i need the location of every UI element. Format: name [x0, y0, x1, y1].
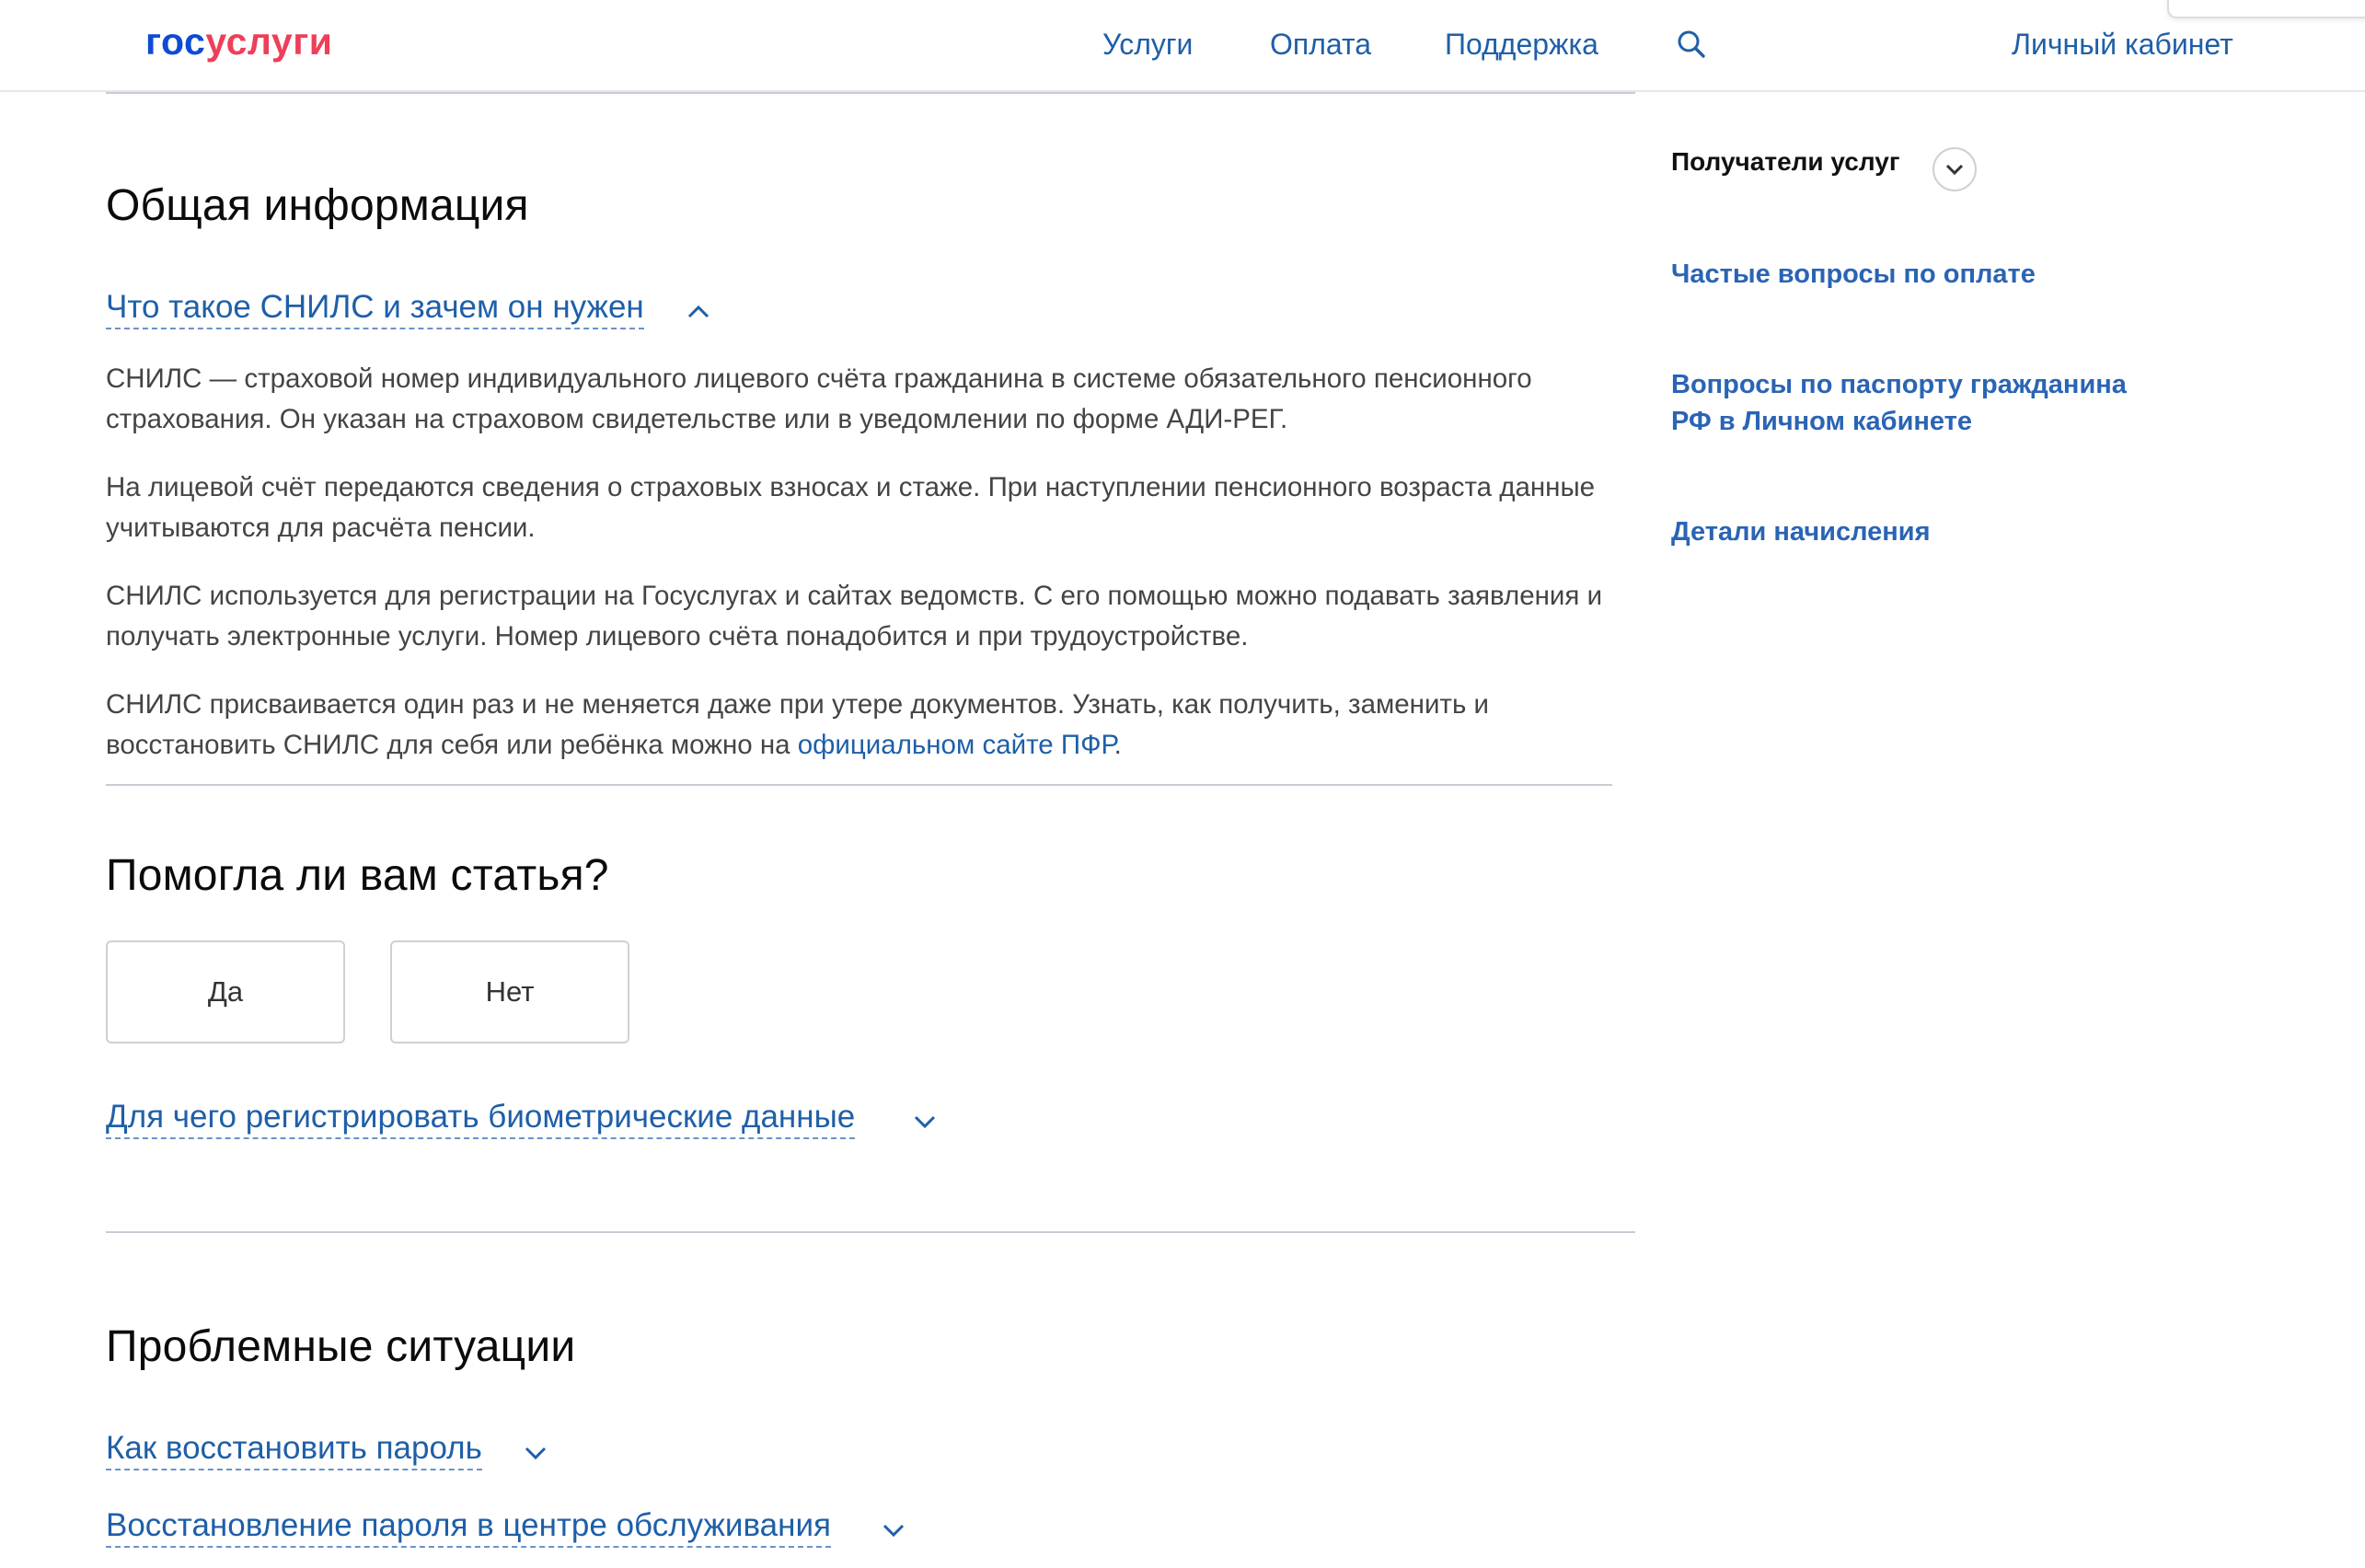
- gosuslugi-logo[interactable]: [145, 20, 333, 63]
- sidebar-link-payment-faq[interactable]: Частые вопросы по оплате: [1671, 259, 2036, 289]
- paragraph-assignment-end: .: [1113, 730, 1122, 760]
- sidebar-link-passport-questions[interactable]: Вопросы по паспорту гражданина РФ в Личном кабинете: [1671, 370, 2127, 436]
- paragraph-usage: СНИЛС используется для регистрации на Госуслугах и сайтах ведомств. С его помощью можно подавать заявления и получать электронные услуги. Номер лицевого счёта понадобится и при трудоустройстве.: [106, 581, 1603, 651]
- feedback-question: Помогла ли вам статья?: [106, 851, 609, 900]
- accordion-restore-in-center[interactable]: Восстановление пароля в центре обслуживания: [106, 1507, 831, 1548]
- logo-part-uslugi: услуги: [205, 20, 333, 63]
- feedback-no-button[interactable]: Нет: [390, 940, 629, 1043]
- sidebar-link-charge-details[interactable]: Детали начисления: [1671, 517, 1931, 547]
- chevron-down-icon[interactable]: [522, 1439, 549, 1467]
- site-header: [0, 0, 2365, 92]
- chevron-down-icon[interactable]: [1932, 147, 1977, 191]
- divider-problems: [106, 1231, 1635, 1233]
- nav-payment[interactable]: Оплата: [1270, 28, 1372, 61]
- section-title-general: Общая информация: [106, 181, 529, 230]
- accordion-snils-link[interactable]: Что такое СНИЛС и зачем он нужен: [106, 289, 644, 329]
- chevron-up-icon[interactable]: [685, 298, 712, 326]
- accordion-biometrics-link[interactable]: Для чего регистрировать биометрические данные: [106, 1099, 855, 1139]
- chevron-down-icon[interactable]: [911, 1108, 939, 1136]
- nav-services[interactable]: Услуги: [1102, 28, 1194, 61]
- divider-accordion: [106, 784, 1612, 786]
- logo-part-gos: гос: [145, 20, 206, 63]
- paragraph-account-info: На лицевой счёт передаются сведения о страховых взносах и стаже. При наступлении пенсионного возраста данные учитываются для расчёта пенсии.: [106, 472, 1596, 543]
- nav-support[interactable]: Поддержка: [1445, 28, 1598, 61]
- floating-card-edge: [2167, 0, 2365, 18]
- divider-top: [106, 92, 1635, 94]
- feedback-yes-button[interactable]: Да: [106, 940, 345, 1043]
- search-icon[interactable]: [1675, 28, 1712, 64]
- section-title-problems: Проблемные ситуации: [106, 1322, 576, 1371]
- accordion-restore-password[interactable]: Как восстановить пароль: [106, 1430, 482, 1470]
- paragraph-snils-definition: СНИЛС — страховой номер индивидуального лицевого счёта гражданина в системе обязательного пенсионного страхования. Он указан на страховом свидетельстве или в уведомлении по форме АДИ-РЕГ.: [106, 363, 1532, 434]
- paragraph-assignment-text: СНИЛС присваивается один раз и не меняется даже при утере документов. Узнать, как получить, заменить и восстановить СНИЛС для себя или ребёнка можно на: [106, 689, 1489, 760]
- pfr-site-link[interactable]: официальном сайте ПФР: [797, 730, 1114, 760]
- sidebar-title-recipients[interactable]: Получатели услуг: [1671, 147, 1900, 176]
- chevron-down-icon[interactable]: [880, 1516, 907, 1544]
- paragraph-assignment: [106, 685, 1615, 766]
- personal-account-link[interactable]: Личный кабинет: [2012, 28, 2233, 61]
